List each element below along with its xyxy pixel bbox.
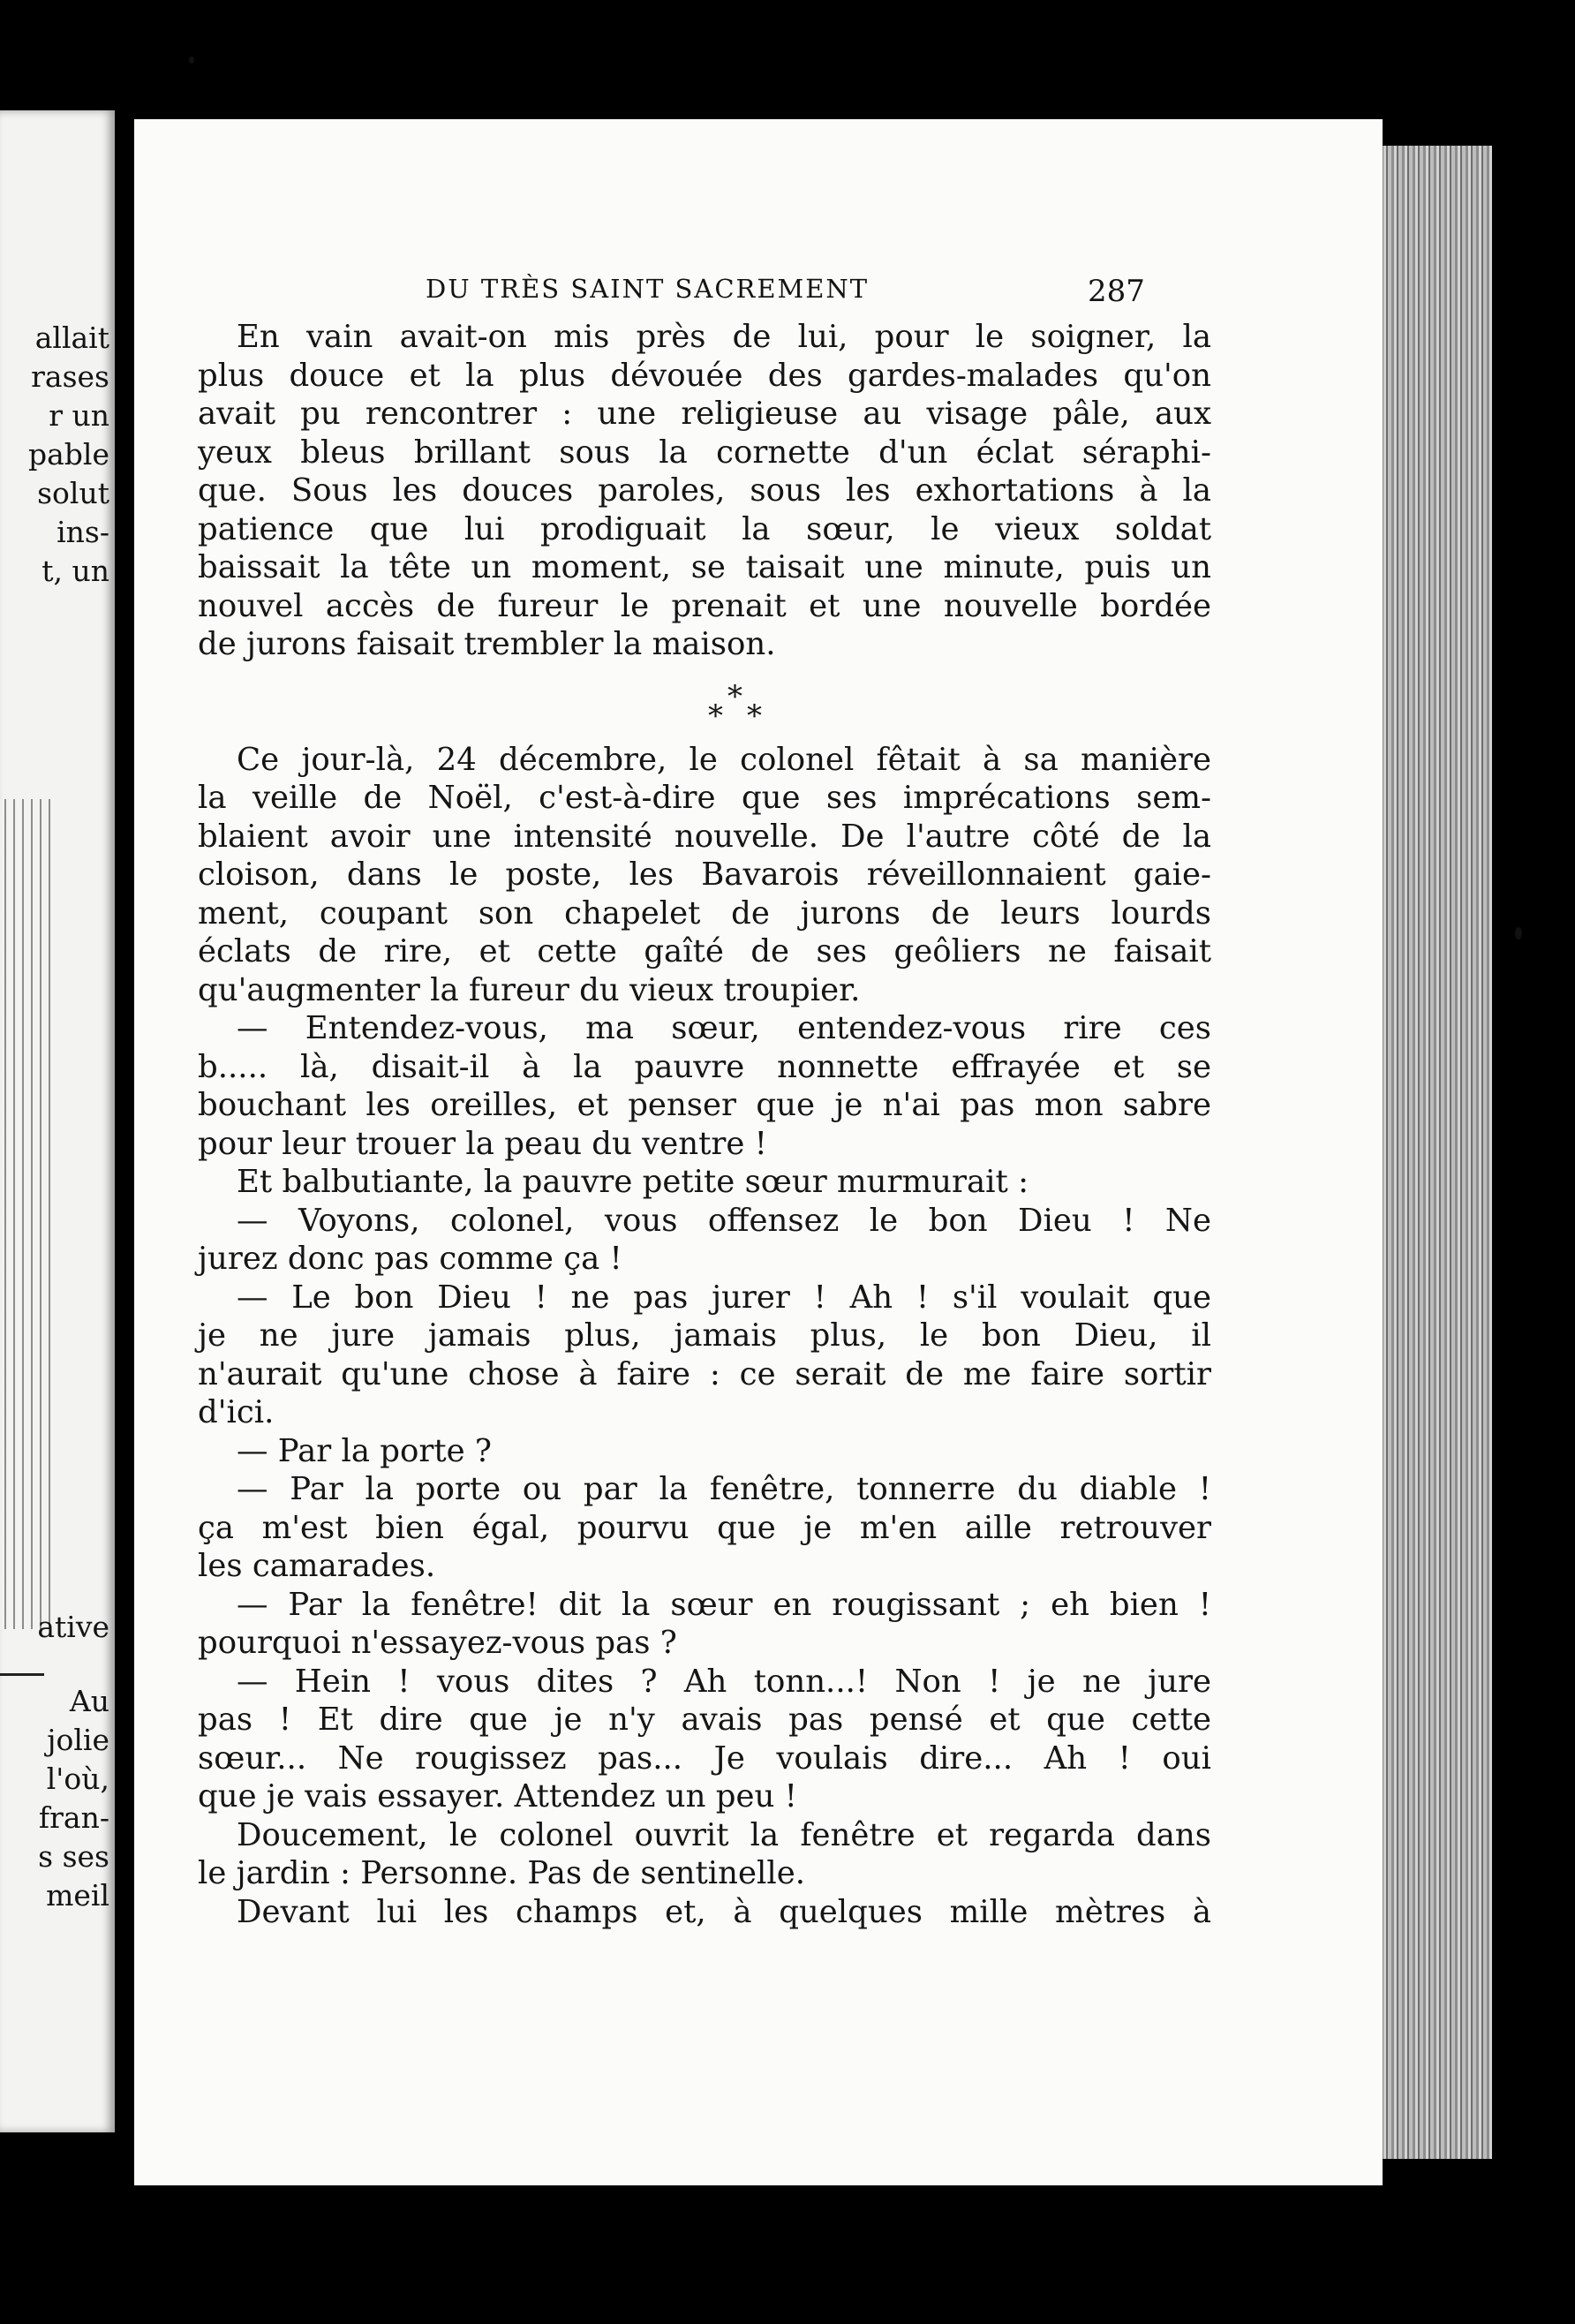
left-fragment: l'où, (46, 1762, 109, 1796)
text-line: — Par la fenêtre! dit la sœur en rougissant ; eh bien ! (237, 1586, 1211, 1623)
text-line: d'ici. (198, 1394, 275, 1430)
text-line: — Par la porte ? (237, 1432, 492, 1469)
paragraph-1 (198, 318, 1211, 664)
left-fragment: pable (27, 437, 109, 472)
text-line: yeux bleus brillant sous la cornette d'un éclat séraphi- (198, 434, 1211, 471)
text-line: Et balbutiante, la pauvre petite sœur murmurait : (237, 1164, 1029, 1200)
text-line: Ce jour-là, 24 décembre, le colonel fêtait à sa manière (237, 741, 1211, 778)
asterisk: * (708, 698, 723, 734)
text-line: — Entendez-vous, ma sœur, entendez-vous rire ces (237, 1010, 1211, 1046)
left-fragment: ative (37, 1610, 109, 1644)
film-speck (189, 57, 194, 64)
text-line: patience que lui prodiguait la sœur, le vieux soldat (198, 510, 1211, 547)
text-line: — Hein ! vous dites ? Ah tonn...! Non ! je ne jure (237, 1663, 1211, 1700)
asterisk: * (727, 678, 742, 714)
text-line: blaient avoir une intensité nouvelle. De l'autre côté de la (198, 818, 1211, 855)
text-line: n'aurait qu'une chose à faire : ce serait de me faire sortir (198, 1355, 1211, 1392)
text-line: qu'augmenter la fureur du vieux troupier. (198, 971, 861, 1008)
text-line: ça m'est bien égal, pourvu que je m'en aille retrouver (198, 1509, 1211, 1546)
text-line: — Le bon Dieu ! ne pas jurer ! Ah ! s'il voulait que (237, 1279, 1211, 1316)
text-line: la veille de Noël, c'est-à-dire que ses imprécations sem- (198, 780, 1211, 816)
body-text (198, 318, 1211, 1931)
text-line: éclats de rire, et cette gaîté de ses geôliers ne faisait (198, 933, 1211, 970)
paragraph-2 (198, 741, 1211, 1932)
illustration-fragment (0, 799, 53, 1629)
left-fragment: fran- (38, 1800, 109, 1835)
left-fragment: allait (34, 321, 109, 355)
left-fragment: s ses (38, 1839, 109, 1874)
text-line: bouchant les oreilles, et penser que je n'ai pas mon sabre (198, 1087, 1211, 1123)
text-line: ment, coupant son chapelet de jurons de leurs lourds (198, 894, 1211, 932)
text-line: je ne jure jamais plus, jamais plus, le bon Dieu, il (198, 1317, 1211, 1354)
left-fragment: Au (69, 1684, 109, 1718)
text-line: — Par la porte ou par la fenêtre, tonnerre du diable ! (237, 1471, 1211, 1507)
illustration-rule (0, 1673, 44, 1676)
text-line: nouvel accès de fureur le prenait et une nouvelle bordée (198, 587, 1211, 624)
text-line: cloison, dans le poste, les Bavarois réveillonnaient gaie- (198, 856, 1211, 893)
text-line: les camarades. (198, 1548, 436, 1584)
text-line: pourquoi n'essayez-vous pas ? (198, 1625, 677, 1661)
text-line: Doucement, le colonel ouvrit la fenêtre et regarda dans (237, 1816, 1211, 1853)
text-line: avait pu rencontrer : une religieuse au visage pâle, aux (198, 396, 1211, 432)
asterisk: * (747, 698, 762, 734)
running-title: DU TRÈS SAINT SACREMENT (426, 274, 870, 304)
book-page (134, 119, 1383, 2185)
text-line: que je vais essayer. Attendez un peu ! (198, 1778, 797, 1815)
text-line: Devant lui les champs et, à quelques mille mètres à (237, 1893, 1211, 1930)
page-number: 287 (1088, 274, 1145, 309)
text-line: baissait la tête un moment, se taisait une minute, puis un (198, 549, 1211, 585)
left-page (0, 110, 115, 2132)
film-speck (1515, 927, 1522, 939)
text-line: de jurons faisait trembler la maison. (198, 626, 776, 662)
text-line: plus douce et la plus dévouée des gardes-malades qu'on (198, 357, 1211, 394)
text-line: sœur... Ne rougissez pas... Je voulais dire... Ah ! oui (198, 1739, 1211, 1777)
left-fragment: rases (31, 359, 109, 394)
left-fragment: ins- (57, 515, 109, 549)
text-line: que. Sous les douces paroles, sous les exhortations à la (198, 472, 1211, 509)
text-line: pas ! Et dire que je n'y avais pas pensé et que cette (198, 1702, 1211, 1738)
text-line: b..... là, disait-il à la pauvre nonnette effrayée et se (198, 1048, 1211, 1085)
text-line: En vain avait-on mis près de lui, pour le soigner, la (237, 319, 1211, 355)
left-fragment: solut (37, 476, 109, 510)
left-fragment: jolie (47, 1723, 109, 1757)
text-line: jurez donc pas comme ça ! (198, 1241, 622, 1277)
text-line: le jardin : Personne. Pas de sentinelle. (198, 1855, 805, 1891)
text-line: — Voyons, colonel, vous offensez le bon Dieu ! Ne (237, 1202, 1211, 1239)
left-fragment: meil (46, 1878, 109, 1913)
left-fragment: r un (49, 398, 109, 433)
section-break (198, 664, 1211, 741)
text-line: pour leur trouer la peau du ventre ! (198, 1125, 767, 1162)
left-fragment: t, un (41, 554, 109, 588)
